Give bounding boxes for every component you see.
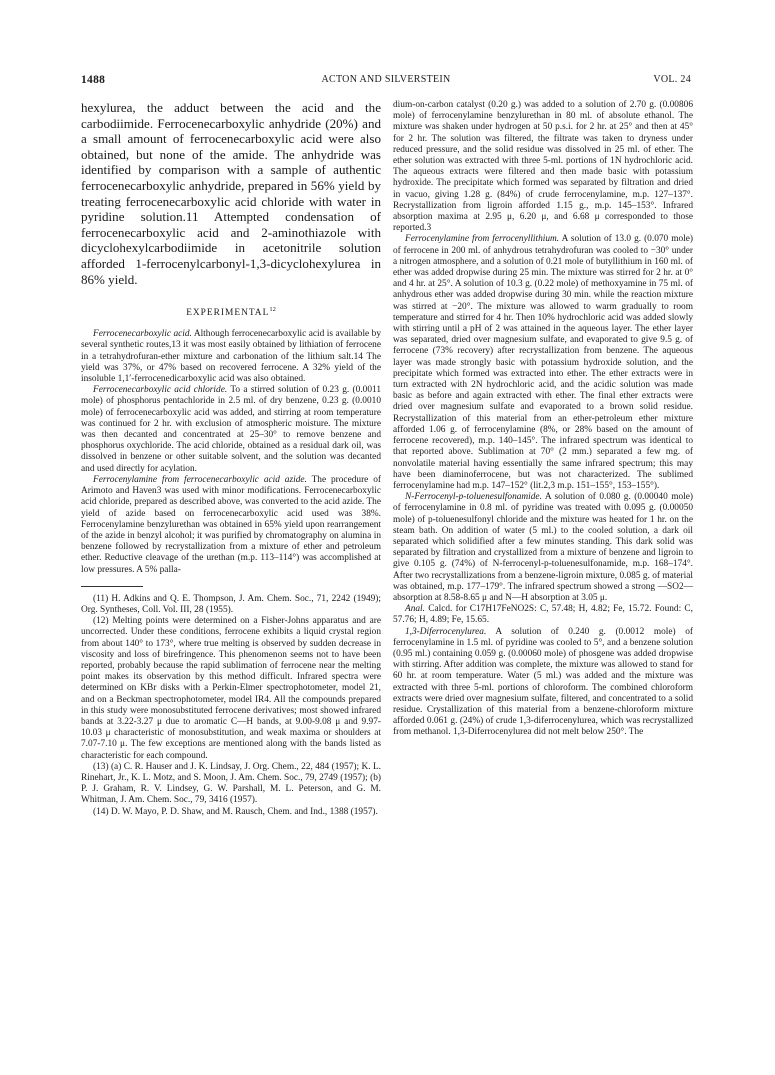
footnote: (14) D. W. Mayo, P. D. Shaw, and M. Rausch, Chem. and Ind., 1388 (1957). [93,806,378,817]
intro-paragraph: hexylurea, the adduct between the acid and the carbodiimide. Ferrocenecarboxylic anhydride (20%) and a small amount of ferrocenecarboxylic acid were also obtained, but none of the amide. The anhydride was identified by comparison with a sample of authentic ferrocenecarboxylic anhydride, prepared in 56% yield by treating ferrocenecarboxylic acid chloride with water in pyridine solution.11 Attempted condensation of ferrocenecarboxylic acid and 2-aminothiazole with dicyclohexylcarbodiimide in acetonitrile solution afforded 1-ferrocenylcarbonyl-1,3-dicyclohexylurea in 86% yield. [81,100,381,287]
footnotes [81,594,381,818]
footnote: (13) (a) C. R. Hauser and J. K. Lindsay, J. Org. Chem., 22, 484 (1957); K. L. Rinehart, Jr., K. L. Motz, and S. Moon, J. Am. Chem. Soc., 79, 2749 (1957); (b) P. J. Graham, R. V. Lindsey, G. W. Parshall, M. L. Peterson, and G. M. Whitman, J. Am. Chem. Soc., 79, 3416 (1957). [81,761,381,806]
paragraph-body: A solution of 0.240 g. (0.0012 mole) of ferrocenylamine in 1.5 ml. of pyridine was cooled to 5°, and a benzene solution (0.95 ml.) containing 0.059 g. (0.00060 mole) of phosgene was added dropwise with stirring. After addition was complete, the mixture was allowed to stand for 60 hr. at room temperature. Water (5 ml.) was added and the mixture was extracted with three 5-ml. portions of chloroform. The combined chloroform extracts were dried over magnesium sulfate, filtered, and concentrated to a solid residue. Crystallization of this material from a benzene-chloroform mixture afforded 0.061 g. (24%) of crude 1,3-diferrocenylurea, which was recrystallized from methanol. 1,3-Diferrocenylurea did not melt below 250°. The [393,626,693,738]
page-header [81,74,691,90]
paragraph-amine-from-azide [81,475,381,576]
paragraph-body: Although ferrocenecarboxylic acid is available by several synthetic routes,13 it was most easily obtained by lithiation of ferrocene in a tetrahydrofuran-ether mixture and carbonation of the lithium salt.14 The yield was 37%, or 47% based on recovered ferrocene. A 32% yield of the insoluble 1,1′-ferrocenedicarboxylic acid was also obtained. [81,329,381,385]
footnote: (11) H. Adkins and Q. E. Thompson, J. Am. Chem. Soc., 71, 2242 (1949); Org. Syntheses, Coll. Vol. III, 28 (1955). [81,593,381,615]
paragraph-title: N-Ferrocenyl-p-toluenesulfonamide. [405,492,542,503]
paragraph-title: Ferrocenecarboxylic acid. [93,329,192,340]
paragraph-title: Ferrocenecarboxylic acid chloride. [93,385,228,396]
paragraph-amine-from-lithium [393,234,693,492]
paragraph-body: A solution of 0.080 g. (0.00040 mole) of ferrocenylamine in 0.8 ml. of pyridine was treated with 0.095 g. (0.00050 mole) of p-toluenesulfonyl chloride and the mixture was heated for 1 hr. on the steam bath. On addition of water (5 ml.) to the cooled solution, a dark oil separated which solidified after a few minutes standing. This dark solid was separated by filtration and crystallized from a mixture of benzene and ligroin to give 0.105 g. (74%) of N-ferrocenyl-p-toluenesulfonamide, m.p. 168–174°. After two recrystallizations from a benzene-ligroin mixture, 0.085 g. of material was obtained, m.p. 177–179°. The infrared spectrum showed a strong —SO2— absorption at 8.58-8.65 μ and N—H absorption at 3.05 μ. [393,492,693,603]
left-column [81,100,381,818]
section-heading-ref: 12 [269,306,276,314]
footnote: (12) Melting points were determined on a Fisher-Johns apparatus and are uncorrected. Under these conditions, ferrocene exhibits a liquid crystal region from about 140° to 173°, where true melting is observed by sudden decrease in viscosity and loss of birefringence. This phenomenon seems not to have been reported, probably because the rapid sublimation of ferrocene near the melting point makes its observation by this method difficult. Infrared spectra were determined on KBr disks with a Perkin-Elmer spectrophotometer, model 21, and on a Beckman spectrophotometer, model IR4. All the compounds prepared in this study were monosubstituted ferrocene derivatives; most showed infrared bands at 3.22-3.27 μ due to aromatic C—H bands, at 9.00-9.08 μ and 9.97-10.03 μ characteristic of monosubstitution, and weak maxima or shoulders at 7.07-7.10 μ. The few exceptions are mentioned along with the bands listed as characteristic for each compound. [81,616,381,761]
page-number: 1488 [81,74,106,86]
paragraph-body: Calcd. for C17H17FeNO2S: C, 57.48; H, 4.82; Fe, 15.72. Found: C, 57.76; H, 4.89; Fe, 15.65. [393,604,693,626]
paragraph-analysis [393,604,693,626]
paragraph-title: Anal. [405,604,425,615]
section-heading-text: EXPERIMENTAL [186,308,270,319]
paragraph-diferrocenylurea [393,627,693,739]
paragraph-body: A solution of 13.0 g. (0.070 mole) of ferrocene in 200 ml. of anhydrous tetrahydrofuran was cooled to −30° under a nitrogen atmosphere, and a solution of 0.21 mole of butyllithium in 160 ml. of ether was added dropwise during 25 min. The mixture was stirred for 2 hr. at 0° and 4 hr. at 25°. A solution of 10.3 g. (0.22 mole) of methoxyamine in 75 ml. of anhydrous ether was added dropwise during 30 min. while the reaction mixture was stirred at −20°. The mixture was allowed to warm gradually to room temperature and stirred for 4 hr. Then 10% hydrochloric acid was added slowly with stirring until a pH of 2 was attained in the aqueous layer. The ether layer was separated, dried over magnesium sulfate, and evaporated to give 9.5 g. of ferrocene (73% recovery) after recrystallization from benzene. The aqueous layer was made strongly basic with potassium hydroxide solution, and the precipitate which formed was extracted into ether. The ether extracts were in turn extracted with 2N hydrochloric acid, and the acidic solution was made basic as before and again extracted with ether. The final ether extracts were dried over magnesium sulfate and evaporated to a brown solid residue. Recrystallization of this material from an ether-petroleum ether mixture afforded 1.06 g. of ferrocenylamine (8%, or 28% based on the amount of ferrocene recovered), m.p. 140–145°. The infrared spectrum was identical to that reported above. Sublimation at 70° (2 mm.) separated a few mg. of nonvolatile material having essentially the same infrared spectrum; this may have been diaminoferrocene, but was not characterized. The sublimed ferrocenylamine had m.p. 147–152° (lit.2,3 m.p. 151–155°, 153–155°). [393,234,693,491]
volume-label: VOL. 24 [653,74,691,85]
paragraph-continued: dium-on-carbon catalyst (0.20 g.) was added to a solution of 2.70 g. (0.00806 mole) of ferrocenylamine benzylurethan in 80 ml. of absolute ethanol. The mixture was shaken under hydrogen at 50 p.s.i. for 2 hr. at 25° and then at 45° for 2 hr. The solution was filtered, the filtrate was taken to dryness under reduced pressure, and the solid residue was dissolved in 25 ml. of ether. The ether solution was extracted with three 5-ml. portions of 1N hydrochloric acid. The aqueous extracts were filtered and then made basic with potassium hydroxide. The precipitate which formed was separated by filtration and dried in vacuo, giving 1.28 g. (84%) of crude ferrocenylamine, m.p. 127–137°. Recrystallization from ligroin afforded 1.15 g., m.p. 145–153°. Infrared absorption maxima at 2.95 μ, 6.20 μ, and 6.68 μ corresponded to those reported.3 [393,100,693,234]
paragraph-title: Ferrocenylamine from ferrocenecarboxylic acid azide. [93,474,307,485]
running-authors: ACTON AND SILVERSTEIN [321,74,451,85]
paragraph-body: The procedure of Arimoto and Haven3 was used with minor modifications. Ferrocenecarboxylic acid chloride, prepared as described above, was converted to the acid azide. The yield of azide based on ferrocenecarboxylic acid used was 38%. Ferrocenylamine benzylurethan was obtained in 65% yield upon rearrangement of the azide in benzyl alcohol; it was purified by chromatography on alumina in benzene followed by recrystallization from a mixture of ether and petroleum ether. Reductive cleavage of the urethan (m.p. 113–114°) was accomplished at low pressures. A 5% palla- [81,474,381,575]
section-heading [81,306,381,318]
paragraph-acid-chloride [81,385,381,475]
footnote-rule [81,586,143,587]
paragraph-ferrocenecarboxylic-acid [81,329,381,385]
paragraph-body: To a stirred solution of 0.23 g. (0.0011 mole) of phosphorus pentachloride in 2.5 ml. of dry benzene, 0.23 g. (0.0010 mole) of ferrocenecarboxylic acid was added, and stirring at room temperature was continued for 2 hr. with exclusion of atmospheric moisture. The mixture was then decanted and concentrated at 25–30° to remove benzene and phosphorus oxychloride. The acid chloride, obtained as a residual dark oil, was dissolved in benzene or other suitable solvent, and the solution was decanted and used directly for acylation. [81,385,381,474]
right-column [393,100,693,739]
paragraph-title: Ferrocenylamine from ferrocenyllithium. [405,234,560,245]
paragraph-sulfonamide [393,492,693,604]
paragraph-title: 1,3-Diferrocenylurea. [405,626,487,637]
